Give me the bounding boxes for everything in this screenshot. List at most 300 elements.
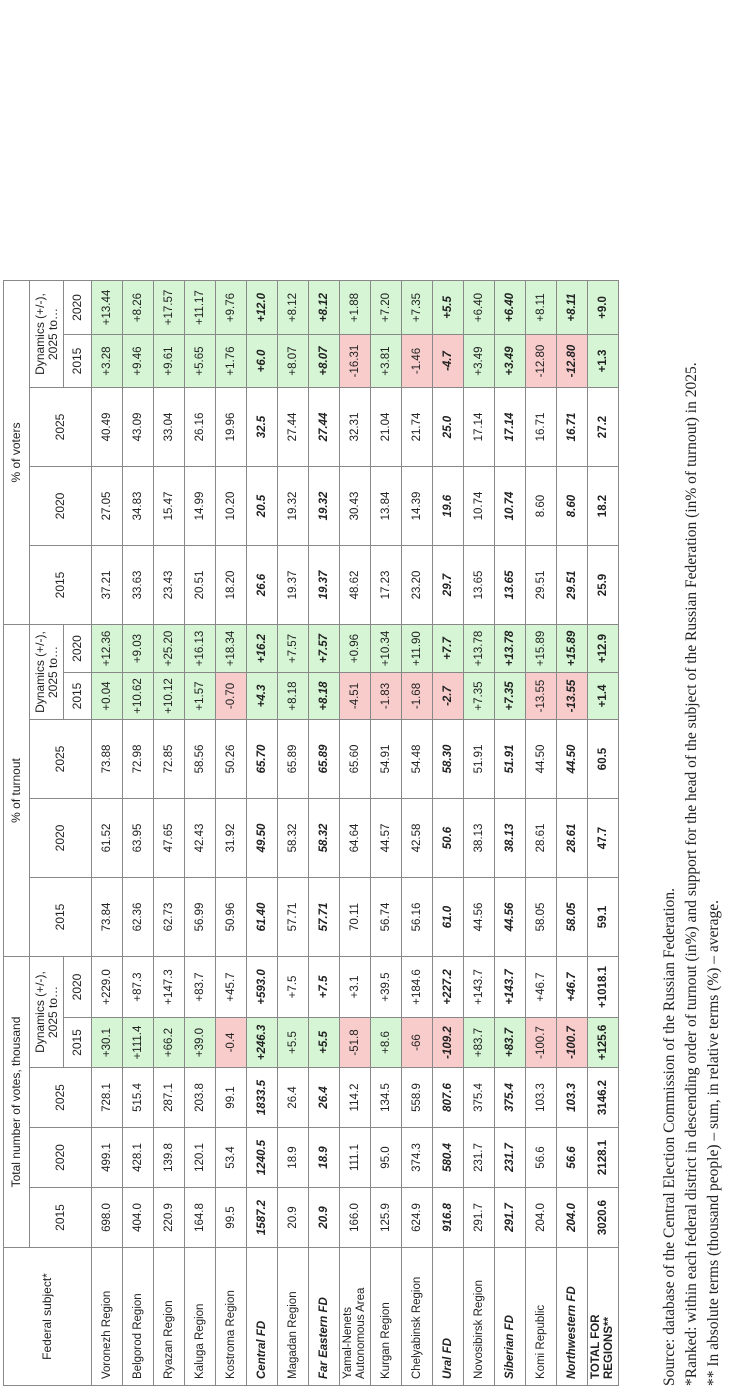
table-cell: +13.44 bbox=[92, 281, 123, 335]
table-cell: +1.57 bbox=[185, 673, 216, 720]
table-cell: 38.13 bbox=[464, 799, 495, 878]
table-cell: +39.5 bbox=[371, 957, 402, 1018]
table-cell: +3.49 bbox=[495, 335, 526, 388]
table-cell: 231.7 bbox=[464, 1128, 495, 1188]
table-cell: 18.20 bbox=[216, 546, 247, 625]
table-cell: 375.4 bbox=[464, 1068, 495, 1128]
row-label: Novosibirsk Region bbox=[464, 1248, 495, 1386]
table-cell: 10.20 bbox=[216, 467, 247, 546]
table-cell: 38.13 bbox=[495, 799, 526, 878]
table-cell: +9.61 bbox=[154, 335, 185, 388]
table-cell: -51.8 bbox=[340, 1018, 371, 1068]
table-cell: 13.65 bbox=[464, 546, 495, 625]
table-cell: 72.98 bbox=[123, 720, 154, 799]
table-cell: -12.80 bbox=[557, 335, 588, 388]
table-cell: 58.32 bbox=[278, 799, 309, 878]
header-votes-2025: 2025 bbox=[30, 1068, 92, 1128]
table-cell: 21.74 bbox=[402, 388, 433, 467]
table-cell: 19.37 bbox=[309, 546, 340, 625]
header-voters-dyn-2020: 2020 bbox=[64, 281, 92, 335]
table-cell: 580.4 bbox=[433, 1128, 464, 1188]
table-cell: 103.3 bbox=[557, 1068, 588, 1128]
table-cell: +8.11 bbox=[557, 281, 588, 335]
table-cell: +39.0 bbox=[185, 1018, 216, 1068]
table-cell: 44.57 bbox=[371, 799, 402, 878]
table-cell: +6.40 bbox=[464, 281, 495, 335]
table-cell: +7.7 bbox=[433, 625, 464, 673]
table-cell: 27.2 bbox=[588, 388, 619, 467]
table-cell: 1587.2 bbox=[247, 1188, 278, 1248]
row-label: Northwestern FD bbox=[557, 1248, 588, 1386]
table-cell: -0.4 bbox=[216, 1018, 247, 1068]
table-cell: +11.90 bbox=[402, 625, 433, 673]
table-cell: 65.89 bbox=[309, 720, 340, 799]
header-voters-dyn-2015: 2015 bbox=[64, 335, 92, 388]
table-cell: 57.71 bbox=[278, 878, 309, 957]
table-cell: -0.70 bbox=[216, 673, 247, 720]
table-cell: 2128.1 bbox=[588, 1128, 619, 1188]
district-row bbox=[557, 281, 588, 1386]
table-row bbox=[92, 281, 123, 1386]
table-cell: +7.57 bbox=[309, 625, 340, 673]
table-cell: +46.7 bbox=[557, 957, 588, 1018]
table-row bbox=[464, 281, 495, 1386]
table-cell: 27.44 bbox=[278, 388, 309, 467]
table-cell: 291.7 bbox=[495, 1188, 526, 1248]
table-cell: +1.88 bbox=[340, 281, 371, 335]
table-cell: 21.04 bbox=[371, 388, 402, 467]
table-cell: 32.5 bbox=[247, 388, 278, 467]
table-cell: +7.20 bbox=[371, 281, 402, 335]
table-cell: 50.26 bbox=[216, 720, 247, 799]
row-label: TOTAL FOR REGIONS** bbox=[588, 1248, 619, 1386]
header-votes-dyn-2015: 2015 bbox=[64, 1018, 92, 1068]
table-cell: +8.12 bbox=[278, 281, 309, 335]
totals-note: ** In absolute terms (thousand people) – sum, in relative terms (%) – average. bbox=[705, 900, 722, 1386]
table-cell: 32.31 bbox=[340, 388, 371, 467]
table-cell: 19.96 bbox=[216, 388, 247, 467]
table-cell: +7.35 bbox=[495, 673, 526, 720]
table-cell: +1.4 bbox=[588, 673, 619, 720]
table-cell: 42.43 bbox=[185, 799, 216, 878]
header-voters-group: % of voters bbox=[4, 281, 30, 625]
table-cell: 62.73 bbox=[154, 878, 185, 957]
table-cell: 95.0 bbox=[371, 1128, 402, 1188]
table-cell: +12.36 bbox=[92, 625, 123, 673]
table-cell: +7.57 bbox=[278, 625, 309, 673]
table-cell: +1.76 bbox=[216, 335, 247, 388]
table-cell: +4.3 bbox=[247, 673, 278, 720]
table-cell: 231.7 bbox=[495, 1128, 526, 1188]
table-cell: +229.0 bbox=[92, 957, 123, 1018]
table-cell: +8.12 bbox=[309, 281, 340, 335]
table-cell: 404.0 bbox=[123, 1188, 154, 1248]
row-label: Ural FD bbox=[433, 1248, 464, 1386]
table-cell: 26.16 bbox=[185, 388, 216, 467]
table-cell: +16.13 bbox=[185, 625, 216, 673]
table-cell: +15.89 bbox=[557, 625, 588, 673]
table-cell: 164.8 bbox=[185, 1188, 216, 1248]
table-cell: +3.81 bbox=[371, 335, 402, 388]
table-cell: 15.47 bbox=[154, 467, 185, 546]
table-row bbox=[526, 281, 557, 1386]
table-cell: 134.5 bbox=[371, 1068, 402, 1128]
table-cell: 698.0 bbox=[92, 1188, 123, 1248]
table-cell: 65.60 bbox=[340, 720, 371, 799]
row-label: Voronezh Region bbox=[92, 1248, 123, 1386]
row-label: Kurgan Region bbox=[371, 1248, 402, 1386]
table-cell: +12.0 bbox=[247, 281, 278, 335]
table-cell: +30.1 bbox=[92, 1018, 123, 1068]
table-cell: 558.9 bbox=[402, 1068, 433, 1128]
table-cell: 56.99 bbox=[185, 878, 216, 957]
table-cell: 51.91 bbox=[464, 720, 495, 799]
header-voters-2025: 2025 bbox=[30, 388, 92, 467]
table-cell: 16.71 bbox=[526, 388, 557, 467]
table-cell: 18.2 bbox=[588, 467, 619, 546]
table-cell: +5.65 bbox=[185, 335, 216, 388]
table-cell: +18.34 bbox=[216, 625, 247, 673]
table-cell: 61.0 bbox=[433, 878, 464, 957]
table-cell: +11.17 bbox=[185, 281, 216, 335]
table-cell: +7.5 bbox=[278, 957, 309, 1018]
table-cell: 1240.5 bbox=[247, 1128, 278, 1188]
table-cell: +83.7 bbox=[464, 1018, 495, 1068]
district-row bbox=[433, 281, 464, 1386]
table-cell: 73.88 bbox=[92, 720, 123, 799]
header-turnout-dyn-2015: 2015 bbox=[64, 673, 92, 720]
table-cell: 8.60 bbox=[526, 467, 557, 546]
table-cell: +87.3 bbox=[123, 957, 154, 1018]
table-cell: 30.43 bbox=[340, 467, 371, 546]
table-cell: 103.3 bbox=[526, 1068, 557, 1128]
table-cell: +7.35 bbox=[464, 673, 495, 720]
table-cell: 19.37 bbox=[278, 546, 309, 625]
table-cell: +83.7 bbox=[185, 957, 216, 1018]
table-cell: 14.39 bbox=[402, 467, 433, 546]
table-cell: 43.09 bbox=[123, 388, 154, 467]
table-cell: 53.4 bbox=[216, 1128, 247, 1188]
header-turnout-2025: 2025 bbox=[30, 720, 92, 799]
table-cell: 20.5 bbox=[247, 467, 278, 546]
table-cell: +8.6 bbox=[371, 1018, 402, 1068]
table-cell: 58.32 bbox=[309, 799, 340, 878]
table-cell: -13.55 bbox=[557, 673, 588, 720]
table-cell: 27.44 bbox=[309, 388, 340, 467]
table-cell: 26.6 bbox=[247, 546, 278, 625]
table-cell: 58.05 bbox=[557, 878, 588, 957]
row-label: Ryazan Region bbox=[154, 1248, 185, 1386]
table-cell: +143.7 bbox=[495, 957, 526, 1018]
table-cell: +8.11 bbox=[526, 281, 557, 335]
table-cell: 10.74 bbox=[464, 467, 495, 546]
header-turnout-group: % of turnout bbox=[4, 625, 30, 957]
table-cell: +9.03 bbox=[123, 625, 154, 673]
table-cell: +8.07 bbox=[309, 335, 340, 388]
table-cell: +10.62 bbox=[123, 673, 154, 720]
header-turnout-2015: 2015 bbox=[30, 878, 92, 957]
table-row bbox=[154, 281, 185, 1386]
table-cell: 65.89 bbox=[278, 720, 309, 799]
table-cell: 58.56 bbox=[185, 720, 216, 799]
row-label: Magadan Region bbox=[278, 1248, 309, 1386]
district-row bbox=[309, 281, 340, 1386]
table-cell: +83.7 bbox=[495, 1018, 526, 1068]
table-cell: +7.5 bbox=[309, 957, 340, 1018]
table-cell: 204.0 bbox=[526, 1188, 557, 1248]
table-cell: 204.0 bbox=[557, 1188, 588, 1248]
table-cell: +25.20 bbox=[154, 625, 185, 673]
table-cell: 499.1 bbox=[92, 1128, 123, 1188]
table-cell: 50.96 bbox=[216, 878, 247, 957]
table-cell: 515.4 bbox=[123, 1068, 154, 1128]
table-cell: 728.1 bbox=[92, 1068, 123, 1128]
header-votes-2015: 2015 bbox=[30, 1188, 92, 1248]
table-cell: +125.6 bbox=[588, 1018, 619, 1068]
table-cell: +1.3 bbox=[588, 335, 619, 388]
header-voters-2015: 2015 bbox=[30, 546, 92, 625]
row-label: Komi Republic bbox=[526, 1248, 557, 1386]
table-cell: +0.04 bbox=[92, 673, 123, 720]
table-cell: 291.7 bbox=[464, 1188, 495, 1248]
table-cell: +6.0 bbox=[247, 335, 278, 388]
row-label: Kaluga Region bbox=[185, 1248, 216, 1386]
table-cell: 50.6 bbox=[433, 799, 464, 878]
table-cell: +246.3 bbox=[247, 1018, 278, 1068]
table-cell: 16.71 bbox=[557, 388, 588, 467]
table-cell: 375.4 bbox=[495, 1068, 526, 1128]
table-cell: +16.2 bbox=[247, 625, 278, 673]
row-label: Belgorod Region bbox=[123, 1248, 154, 1386]
table-cell: -1.83 bbox=[371, 673, 402, 720]
table-row bbox=[402, 281, 433, 1386]
table-cell: 63.95 bbox=[123, 799, 154, 878]
table-cell: 8.60 bbox=[557, 467, 588, 546]
table-cell: +9.76 bbox=[216, 281, 247, 335]
table-cell: 72.85 bbox=[154, 720, 185, 799]
row-label: Chelyabinsk Region bbox=[402, 1248, 433, 1386]
table-cell: 56.16 bbox=[402, 878, 433, 957]
district-row bbox=[495, 281, 526, 1386]
table-cell: +10.12 bbox=[154, 673, 185, 720]
row-label: Siberian FD bbox=[495, 1248, 526, 1386]
table-cell: +46.7 bbox=[526, 957, 557, 1018]
header-turnout-dynamics: Dynamics (+/-), 2025 to… bbox=[30, 625, 64, 720]
table-cell: 20.51 bbox=[185, 546, 216, 625]
table-cell: 3146.2 bbox=[588, 1068, 619, 1128]
table-cell: 28.61 bbox=[557, 799, 588, 878]
table-cell: +13.78 bbox=[495, 625, 526, 673]
table-cell: 26.4 bbox=[309, 1068, 340, 1128]
table-cell: 20.9 bbox=[309, 1188, 340, 1248]
table-cell: 58.30 bbox=[433, 720, 464, 799]
table-cell: 65.70 bbox=[247, 720, 278, 799]
table-cell: -13.55 bbox=[526, 673, 557, 720]
table-cell: 374.3 bbox=[402, 1128, 433, 1188]
table-cell: +10.34 bbox=[371, 625, 402, 673]
header-voters-2020: 2020 bbox=[30, 467, 92, 546]
table-cell: 49.50 bbox=[247, 799, 278, 878]
table-row bbox=[340, 281, 371, 1386]
table-cell: 58.05 bbox=[526, 878, 557, 957]
table-cell: 34.83 bbox=[123, 467, 154, 546]
table-cell: +9.0 bbox=[588, 281, 619, 335]
district-row bbox=[247, 281, 278, 1386]
election-results-table bbox=[3, 280, 619, 1386]
table-row bbox=[123, 281, 154, 1386]
table-cell: 62.36 bbox=[123, 878, 154, 957]
table-cell: -100.7 bbox=[526, 1018, 557, 1068]
table-cell: -100.7 bbox=[557, 1018, 588, 1068]
table-cell: 287.1 bbox=[154, 1068, 185, 1128]
table-cell: +13.78 bbox=[464, 625, 495, 673]
table-cell: -2.7 bbox=[433, 673, 464, 720]
source-note: Source: database of the Central Election Commission of the Russian Federation. bbox=[661, 887, 678, 1386]
total-row bbox=[588, 281, 619, 1386]
table-cell: 33.63 bbox=[123, 546, 154, 625]
table-cell: +5.5 bbox=[309, 1018, 340, 1068]
table-cell: -16.31 bbox=[340, 335, 371, 388]
table-cell: 44.56 bbox=[464, 878, 495, 957]
table-cell: 807.6 bbox=[433, 1068, 464, 1128]
table-cell: +7.35 bbox=[402, 281, 433, 335]
table-cell: 56.6 bbox=[557, 1128, 588, 1188]
table-cell: 114.2 bbox=[340, 1068, 371, 1128]
table-cell: 64.64 bbox=[340, 799, 371, 878]
table-cell: 40.49 bbox=[92, 388, 123, 467]
table-cell: 47.7 bbox=[588, 799, 619, 878]
table-cell: 60.5 bbox=[588, 720, 619, 799]
table-cell: +8.18 bbox=[309, 673, 340, 720]
table-cell: 17.14 bbox=[495, 388, 526, 467]
table-cell: 44.50 bbox=[526, 720, 557, 799]
table-cell: 44.56 bbox=[495, 878, 526, 957]
table-cell: +184.6 bbox=[402, 957, 433, 1018]
ranking-note: *Ranked: within each federal district in descending order of turnout (in%) and support for the head of the subject of the Russian Federation (in% of turnout) in 2025. bbox=[683, 362, 700, 1386]
table-row bbox=[216, 281, 247, 1386]
table-cell: +227.2 bbox=[433, 957, 464, 1018]
table-cell: +3.1 bbox=[340, 957, 371, 1018]
table-row bbox=[185, 281, 216, 1386]
table-cell: 27.05 bbox=[92, 467, 123, 546]
table-cell: 14.99 bbox=[185, 467, 216, 546]
table-cell: +3.49 bbox=[464, 335, 495, 388]
table-cell: +143.7 bbox=[464, 957, 495, 1018]
table-cell: 70.11 bbox=[340, 878, 371, 957]
table-cell: +15.89 bbox=[526, 625, 557, 673]
table-cell: 166.0 bbox=[340, 1188, 371, 1248]
table-cell: -109.2 bbox=[433, 1018, 464, 1068]
table-cell: 73.84 bbox=[92, 878, 123, 957]
table-cell: 51.91 bbox=[495, 720, 526, 799]
table-cell: 48.62 bbox=[340, 546, 371, 625]
table-cell: 99.5 bbox=[216, 1188, 247, 1248]
table-cell: 17.14 bbox=[464, 388, 495, 467]
table-cell: 10.74 bbox=[495, 467, 526, 546]
table-row bbox=[278, 281, 309, 1386]
table-cell: +17.57 bbox=[154, 281, 185, 335]
table-cell: 28.61 bbox=[526, 799, 557, 878]
table-cell: 59.1 bbox=[588, 878, 619, 957]
row-label: Yamal-Nenets Autonomous Area bbox=[340, 1248, 371, 1386]
table-cell: 13.65 bbox=[495, 546, 526, 625]
table-cell: +12.9 bbox=[588, 625, 619, 673]
table-cell: 1833.5 bbox=[247, 1068, 278, 1128]
table-cell: -4.7 bbox=[433, 335, 464, 388]
table-cell: +3.28 bbox=[92, 335, 123, 388]
table-cell: 17.23 bbox=[371, 546, 402, 625]
header-subject: Federal subject* bbox=[4, 1248, 92, 1386]
table-cell: 25.9 bbox=[588, 546, 619, 625]
table-cell: 916.8 bbox=[433, 1188, 464, 1248]
table-cell: 624.9 bbox=[402, 1188, 433, 1248]
table-cell: +593.0 bbox=[247, 957, 278, 1018]
table-cell: 120.1 bbox=[185, 1128, 216, 1188]
table-cell: -1.68 bbox=[402, 673, 433, 720]
table-cell: 61.52 bbox=[92, 799, 123, 878]
header-votes-dynamics: Dynamics (+/-), 2025 to… bbox=[30, 957, 64, 1068]
table-cell: -66 bbox=[402, 1018, 433, 1068]
table-cell: 23.20 bbox=[402, 546, 433, 625]
table-cell: 125.9 bbox=[371, 1188, 402, 1248]
table-cell: +9.46 bbox=[123, 335, 154, 388]
header-votes-dyn-2020: 2020 bbox=[64, 957, 92, 1018]
table-cell: 44.50 bbox=[557, 720, 588, 799]
table-body bbox=[92, 281, 619, 1386]
table-cell: 428.1 bbox=[123, 1128, 154, 1188]
table-cell: 139.8 bbox=[154, 1128, 185, 1188]
table-cell: +5.5 bbox=[433, 281, 464, 335]
table-cell: 220.9 bbox=[154, 1188, 185, 1248]
table-cell: 56.6 bbox=[526, 1128, 557, 1188]
table-cell: 13.84 bbox=[371, 467, 402, 546]
table-cell: +5.5 bbox=[278, 1018, 309, 1068]
table-cell: +111.4 bbox=[123, 1018, 154, 1068]
row-label: Kostroma Region bbox=[216, 1248, 247, 1386]
table-cell: 20.9 bbox=[278, 1188, 309, 1248]
table-cell: -1.46 bbox=[402, 335, 433, 388]
table-cell: 99.1 bbox=[216, 1068, 247, 1128]
table-cell: 19.32 bbox=[309, 467, 340, 546]
table-cell: 57.71 bbox=[309, 878, 340, 957]
table-cell: 54.48 bbox=[402, 720, 433, 799]
table-cell: 29.7 bbox=[433, 546, 464, 625]
table-cell: 29.51 bbox=[526, 546, 557, 625]
table-cell: 3020.6 bbox=[588, 1188, 619, 1248]
table-cell: 203.8 bbox=[185, 1068, 216, 1128]
header-votes-2020: 2020 bbox=[30, 1128, 92, 1188]
table-cell: +45.7 bbox=[216, 957, 247, 1018]
table-cell: 42.58 bbox=[402, 799, 433, 878]
table-cell: 111.1 bbox=[340, 1128, 371, 1188]
table-cell: 19.32 bbox=[278, 467, 309, 546]
table-cell: 37.21 bbox=[92, 546, 123, 625]
table-cell: 33.04 bbox=[154, 388, 185, 467]
table-cell: 18.9 bbox=[309, 1128, 340, 1188]
row-label: Central FD bbox=[247, 1248, 278, 1386]
table-cell: +147.3 bbox=[154, 957, 185, 1018]
table-cell: 31.92 bbox=[216, 799, 247, 878]
table-cell: +0.96 bbox=[340, 625, 371, 673]
table-cell: +66.2 bbox=[154, 1018, 185, 1068]
table-cell: 18.9 bbox=[278, 1128, 309, 1188]
table-cell: +8.07 bbox=[278, 335, 309, 388]
footnotes bbox=[659, 6, 725, 1386]
table-cell: +1018.1 bbox=[588, 957, 619, 1018]
header-voters-dynamics: Dynamics (+/-), 2025 to… bbox=[30, 281, 64, 388]
table-cell: 25.0 bbox=[433, 388, 464, 467]
table-cell: 56.74 bbox=[371, 878, 402, 957]
